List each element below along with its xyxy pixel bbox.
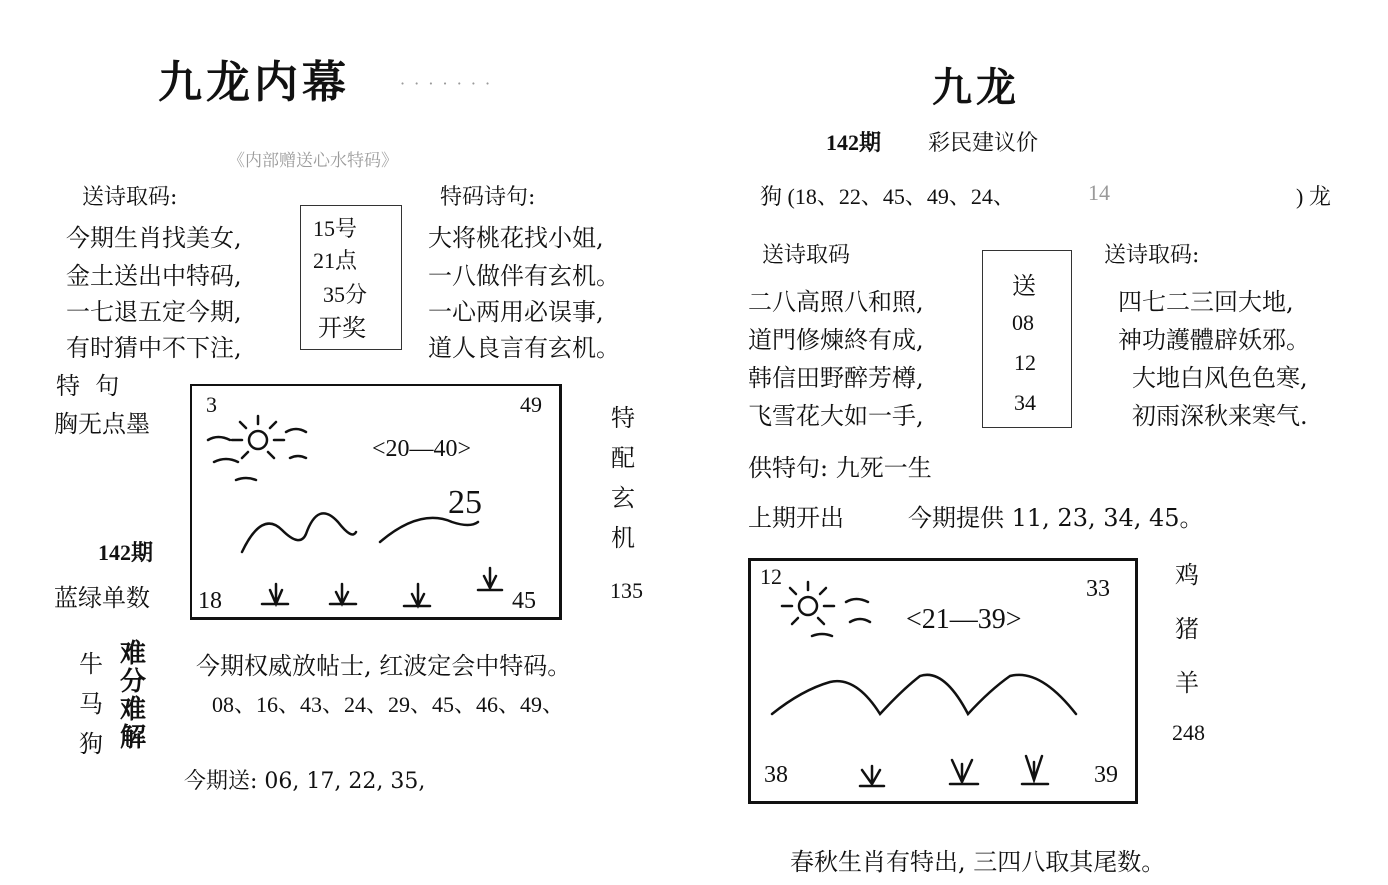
cloud-icon [812,599,870,636]
send-box-number: 34 [1014,390,1036,415]
zodiac-char: 猪 [1175,615,1199,643]
hard-char: 难 [119,639,146,669]
poem-right-line: 大地白风色色寒, [1132,364,1308,392]
match-number: 135 [610,578,643,603]
grass-icon [862,756,1042,784]
match-char: 机 [611,524,635,552]
number-list: 08、16、43、24、29、45、46、49、 [212,692,565,717]
panel-top-right: 49 [520,392,542,417]
hard-char: 难 [119,695,146,725]
send-poem-line: 金土送出中特码, [66,262,242,290]
suggest-label: 彩民建议价 [928,131,1039,156]
send-poem-line: 有时猜中不下注, [66,334,242,362]
panel-bottom-right: 39 [1094,762,1118,788]
sun-icon [799,597,817,615]
poem-left-line: 韩信田野醉芳樽, [748,364,924,392]
send-box-label: 送 [1012,272,1036,300]
last-issue: 上期开出 [748,504,844,532]
hard-char: 分 [119,667,146,697]
poem-left-line: 飞雪花大如一手, [748,402,924,430]
send-poem-label-a: 送诗取码 [762,243,851,268]
dog-line-faint: 14 [1088,180,1110,205]
panel-range: <20—40> [372,436,472,462]
send-poem-label-b: 送诗取码: [1104,243,1200,268]
send-poem-line: 一七退五定今期, [66,298,242,326]
match-char: 特 [611,404,635,432]
send-box-number: 08 [1012,310,1034,335]
dog-line-end: ) 龙 [1296,184,1331,209]
panel-bottom-left: 38 [764,762,788,788]
panel-top-left: 12 [760,564,782,589]
send-poem-line: 今期生肖找美女, [66,224,242,252]
left-title: 九龙内幕 [158,57,350,108]
right-special-sentence: 供特句: 九死一生 [748,454,932,482]
panel-range: <21—39> [906,604,1022,635]
special-poem-line: 一心两用必误事, [428,298,604,326]
provide-numbers: 今期提供 11, 23, 34, 45。 [908,504,1204,532]
right-footer: 春秋生肖有特出, 三四八取其尾数。 [790,848,1166,876]
left-issue: 142期 [98,540,154,565]
special-poem-line: 道人良言有玄机。 [428,334,620,362]
special-sentence: 胸无点墨 [54,410,150,438]
match-char: 玄 [611,484,635,512]
authority-tip: 今期权威放帖士, 红波定会中特码。 [196,652,572,680]
special-sentence-label: 特 句 [56,372,120,400]
zodiac-char: 狗 [79,730,103,758]
special-poem-line: 一八做伴有玄机。 [428,262,620,290]
zodiac-char: 马 [79,690,103,718]
panel-bottom-left: 18 [198,588,222,614]
special-poem-line: 大将桃花找小姐, [428,224,604,252]
poem-right-line: 四七二三回大地, [1118,288,1294,316]
match-char: 配 [611,444,635,472]
poem-right-line: 初雨深秋来寒气. [1132,402,1308,430]
panel-bottom-right: 45 [512,588,536,614]
panel-top-right: 33 [1086,576,1110,602]
draw-time-line: 15号 [313,216,358,241]
send-box-number: 12 [1014,350,1036,375]
right-zodiac-column [1172,548,1202,710]
right-zodiac-number: 248 [1172,720,1205,745]
mountain-icon [772,675,1076,714]
panel-center: 25 [448,484,482,521]
dog-line-start: 狗 (18、22、45、49、24、 [760,184,1015,209]
hard-char: 解 [119,723,146,753]
poem-left-line: 二八高照八和照, [748,288,924,316]
color-odd: 蓝绿单数 [54,584,150,612]
zodiac-char: 鸡 [1175,561,1199,589]
poem-right-line: 神功護體辟妖邪。 [1118,326,1310,354]
send-poem-label: 送诗取码: [82,185,178,210]
poem-left-line: 道門修煉終有成, [748,326,924,354]
zodiac-char: 羊 [1175,669,1199,697]
draw-time-line: 35分 [323,282,368,307]
special-poem-label: 特码诗句: [440,185,536,210]
draw-time-line: 开奖 [318,314,366,342]
panel-top-left: 3 [206,392,217,417]
zodiac-char: 牛 [79,650,103,678]
right-issue: 142期 [826,130,882,155]
left-title-stamp: · · · · · · · [400,74,493,93]
right-title: 九龙 [932,64,1020,111]
draw-time-line: 21点 [313,248,358,273]
send-today: 今期送: 06, 17, 22, 35, [184,769,426,794]
left-subtitle: 《内部赠送心水特码》 [228,151,398,171]
